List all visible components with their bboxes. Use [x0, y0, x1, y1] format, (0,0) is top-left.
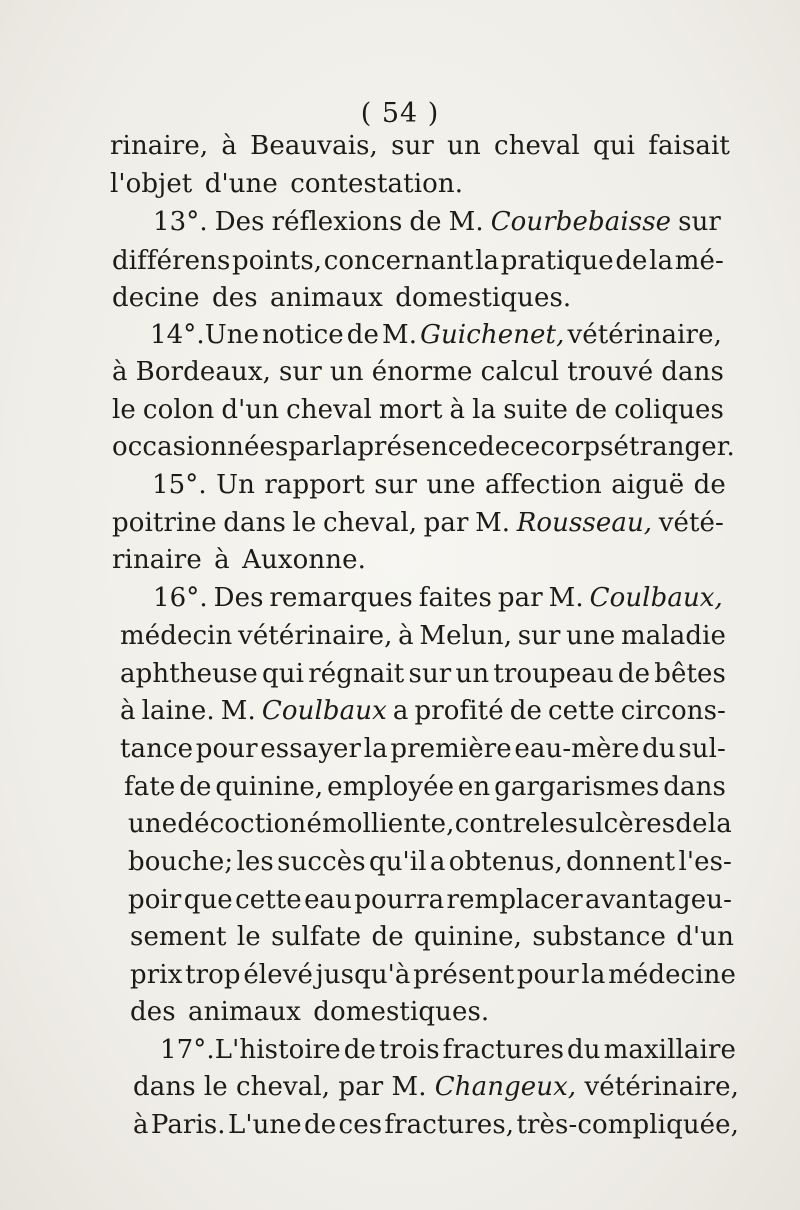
- page-number: ( 54 ): [360, 98, 440, 129]
- line-09: [112, 429, 735, 465]
- word: médecine: [608, 960, 736, 990]
- italic-name: Courbebaisse: [490, 207, 672, 237]
- word: Melun,: [419, 621, 513, 651]
- word: de: [304, 1110, 337, 1140]
- word: sulfate: [271, 922, 362, 952]
- word: les: [540, 809, 579, 839]
- word: de: [409, 207, 442, 237]
- word: aphtheuse: [120, 659, 258, 689]
- word: cheval,: [322, 508, 418, 538]
- word: fate: [124, 772, 176, 802]
- line-01: [110, 128, 730, 164]
- word: dans: [223, 508, 286, 538]
- word: à: [398, 621, 414, 651]
- word: par: [497, 583, 543, 613]
- word: donnent: [566, 847, 676, 877]
- word: M.: [475, 508, 511, 538]
- line-14: [120, 618, 726, 654]
- word: quinine,: [414, 922, 522, 952]
- word: rinaire à Auxonne.: [112, 545, 366, 575]
- word: une: [566, 621, 616, 651]
- line-19: [128, 806, 732, 842]
- word: M.: [548, 583, 584, 613]
- word: profité: [414, 696, 504, 726]
- word: eau: [304, 885, 352, 915]
- word: un: [329, 357, 364, 387]
- word: très-compliquée,: [516, 1110, 739, 1140]
- word: le: [236, 922, 261, 952]
- line-11: [112, 505, 724, 541]
- word: sur: [374, 470, 418, 500]
- word: Un: [216, 470, 255, 500]
- word: tance: [120, 734, 194, 764]
- word: avantageu-: [585, 885, 732, 915]
- word: sur: [391, 131, 434, 161]
- word: jusqu'à: [315, 960, 411, 990]
- line-18: [124, 769, 726, 805]
- word: du: [567, 1035, 601, 1065]
- italic-name: Rousseau,: [516, 508, 653, 538]
- word: ce: [510, 432, 541, 462]
- word: réflexions: [271, 207, 403, 237]
- word: ces: [338, 1110, 383, 1140]
- word: médecin: [120, 621, 233, 651]
- word: le: [112, 395, 136, 425]
- line-23: [130, 957, 736, 993]
- italic-name: Guichenet,: [420, 320, 565, 350]
- word: contre: [454, 809, 541, 839]
- word: d'un: [676, 922, 734, 952]
- word: vétérinaire,: [584, 1072, 739, 1102]
- word: 15°.: [152, 470, 207, 500]
- word: présence: [357, 432, 478, 462]
- word: succès: [277, 847, 366, 877]
- word: vété-: [658, 508, 724, 538]
- line-08: [112, 392, 724, 428]
- word: sur: [408, 659, 452, 689]
- word: les: [236, 847, 274, 877]
- word: le: [292, 508, 317, 538]
- word: de: [617, 659, 651, 689]
- word: cette: [547, 696, 615, 726]
- word: de: [615, 246, 648, 276]
- word: essayer: [260, 734, 362, 764]
- word: énorme: [371, 357, 473, 387]
- word: M.: [448, 207, 484, 237]
- word: à: [112, 357, 128, 387]
- line-07: [112, 354, 724, 390]
- word: quinine,: [215, 772, 324, 802]
- line-16: [120, 693, 726, 729]
- word: un: [447, 131, 481, 161]
- line-26: [133, 1069, 739, 1105]
- word: émolliente,: [306, 809, 455, 839]
- word: prix: [130, 960, 183, 990]
- word: colon: [142, 395, 215, 425]
- word: une: [128, 809, 178, 839]
- line-03: [153, 204, 721, 240]
- word: Bordeaux,: [135, 357, 271, 387]
- word: 17°.L'histoire: [160, 1035, 341, 1065]
- word: de: [675, 809, 708, 839]
- word: fractures,: [384, 1110, 515, 1140]
- line-12: [112, 542, 366, 578]
- word: que: [183, 885, 233, 915]
- word: l'objet d'une contestation.: [110, 169, 464, 199]
- word: 16°.: [153, 583, 208, 613]
- word: faisait: [648, 131, 730, 161]
- word: cheval,: [235, 1072, 331, 1102]
- word: bêtes: [654, 659, 726, 689]
- word: corps: [540, 432, 614, 462]
- word: pour: [195, 734, 258, 764]
- word: remplacer: [446, 885, 583, 915]
- word: de: [693, 470, 726, 500]
- word: circons-: [620, 696, 726, 726]
- word: l'es-: [678, 847, 732, 877]
- word: trouvé: [567, 357, 654, 387]
- word: eau-mère: [514, 734, 640, 764]
- word: suite: [503, 395, 568, 425]
- word: employée: [327, 772, 455, 802]
- word: maladie: [620, 621, 726, 651]
- line-13: [153, 580, 723, 616]
- word: points,: [232, 246, 323, 276]
- word: à: [449, 395, 466, 425]
- word: substance: [532, 922, 666, 952]
- word: de: [371, 922, 404, 952]
- word: de: [346, 320, 380, 350]
- word: aiguë: [611, 470, 685, 500]
- word: laine.: [141, 696, 215, 726]
- italic-name: Coulbaux: [261, 696, 387, 726]
- word: Des: [214, 207, 265, 237]
- word: première: [390, 734, 512, 764]
- word: dans: [661, 357, 724, 387]
- word: M.: [391, 1072, 427, 1102]
- word: un: [455, 659, 490, 689]
- line-02: [110, 166, 463, 202]
- word: pratique: [500, 246, 614, 276]
- word: ulcères: [578, 809, 676, 839]
- word: la: [649, 246, 674, 276]
- word: faites: [418, 583, 492, 613]
- word: étranger.: [613, 432, 735, 462]
- word: obtenus,: [448, 847, 563, 877]
- word: la: [363, 734, 388, 764]
- word: décoction: [177, 809, 307, 839]
- word: 13°.: [153, 207, 208, 237]
- word: Des: [213, 583, 264, 613]
- word: Paris.: [150, 1110, 226, 1140]
- word: des animaux domestiques.: [130, 997, 490, 1027]
- word: trop: [185, 960, 241, 990]
- word: sement: [130, 922, 227, 952]
- word: poir: [128, 885, 182, 915]
- word: de: [478, 432, 511, 462]
- word: d'un: [221, 395, 280, 425]
- line-04: [112, 243, 724, 279]
- word: vétérinaire,: [567, 320, 722, 350]
- word: élevé: [243, 960, 313, 990]
- word: 14°.Une: [150, 320, 260, 350]
- word: trois: [378, 1035, 440, 1065]
- line-17: [120, 731, 726, 767]
- line-25: [160, 1032, 736, 1068]
- line-27: [133, 1107, 739, 1143]
- word: a: [392, 696, 409, 726]
- word: cheval: [286, 395, 372, 425]
- word: du: [642, 734, 676, 764]
- word: par: [288, 432, 334, 462]
- line-20: [128, 844, 732, 880]
- line-24: [130, 994, 489, 1030]
- word: coliques: [614, 395, 724, 425]
- word: poitrine: [112, 508, 217, 538]
- word: de: [343, 1035, 377, 1065]
- word: le: [203, 1072, 228, 1102]
- word: Beauvais,: [250, 131, 378, 161]
- word: dans: [663, 772, 726, 802]
- word: de: [179, 772, 212, 802]
- word: qui: [593, 131, 636, 161]
- italic-name: Coulbaux,: [589, 583, 723, 613]
- word: remarques: [269, 583, 413, 613]
- word: dans: [133, 1072, 196, 1102]
- line-22: [130, 919, 734, 955]
- word: la: [472, 395, 497, 425]
- word: sur: [279, 357, 322, 387]
- word: sur: [517, 621, 561, 651]
- word: en: [457, 772, 491, 802]
- word: à: [133, 1110, 149, 1140]
- word: sur: [678, 207, 721, 237]
- word: M.: [382, 320, 418, 350]
- word: affection: [485, 470, 602, 500]
- word: maxillaire: [603, 1035, 736, 1065]
- word: L'une: [227, 1110, 302, 1140]
- word: présent: [413, 960, 515, 990]
- word: régnait: [308, 659, 405, 689]
- word: pour: [516, 960, 579, 990]
- word: a: [429, 847, 446, 877]
- word: notice: [262, 320, 344, 350]
- italic-name: Changeux,: [434, 1072, 577, 1102]
- word: à: [221, 131, 237, 161]
- word: rapport: [264, 470, 365, 500]
- word: de: [574, 395, 608, 425]
- word: la: [707, 809, 732, 839]
- word: M.: [220, 696, 256, 726]
- word: par: [423, 508, 469, 538]
- word: la: [581, 960, 606, 990]
- word: la: [333, 432, 358, 462]
- word: vétérinaire,: [238, 621, 393, 651]
- line-10: [152, 467, 726, 503]
- word: à: [120, 696, 136, 726]
- word: cheval: [494, 131, 580, 161]
- word: par: [338, 1072, 384, 1102]
- word: rinaire,: [110, 131, 209, 161]
- word: différens: [112, 246, 231, 276]
- word: fractures: [442, 1035, 565, 1065]
- word: bouche;: [128, 847, 234, 877]
- word: cette: [235, 885, 302, 915]
- word: sul-: [678, 734, 726, 764]
- word: de: [509, 696, 542, 726]
- line-21: [128, 882, 732, 918]
- line-15: [120, 656, 726, 692]
- word: gargarismes: [494, 772, 660, 802]
- word: une: [426, 470, 476, 500]
- line-05: [112, 280, 571, 316]
- word: mé-: [674, 246, 724, 276]
- word: pourra: [354, 885, 445, 915]
- word: qui: [262, 659, 305, 689]
- line-06: [150, 317, 722, 353]
- word: concernant: [323, 246, 474, 276]
- word: calcul: [480, 357, 560, 387]
- word: mort: [378, 395, 443, 425]
- word: troupeau: [493, 659, 614, 689]
- word: qu'il: [368, 847, 427, 877]
- word: decine des animaux domestiques.: [112, 283, 572, 313]
- word: la: [475, 246, 500, 276]
- word: occasionnées: [112, 432, 289, 462]
